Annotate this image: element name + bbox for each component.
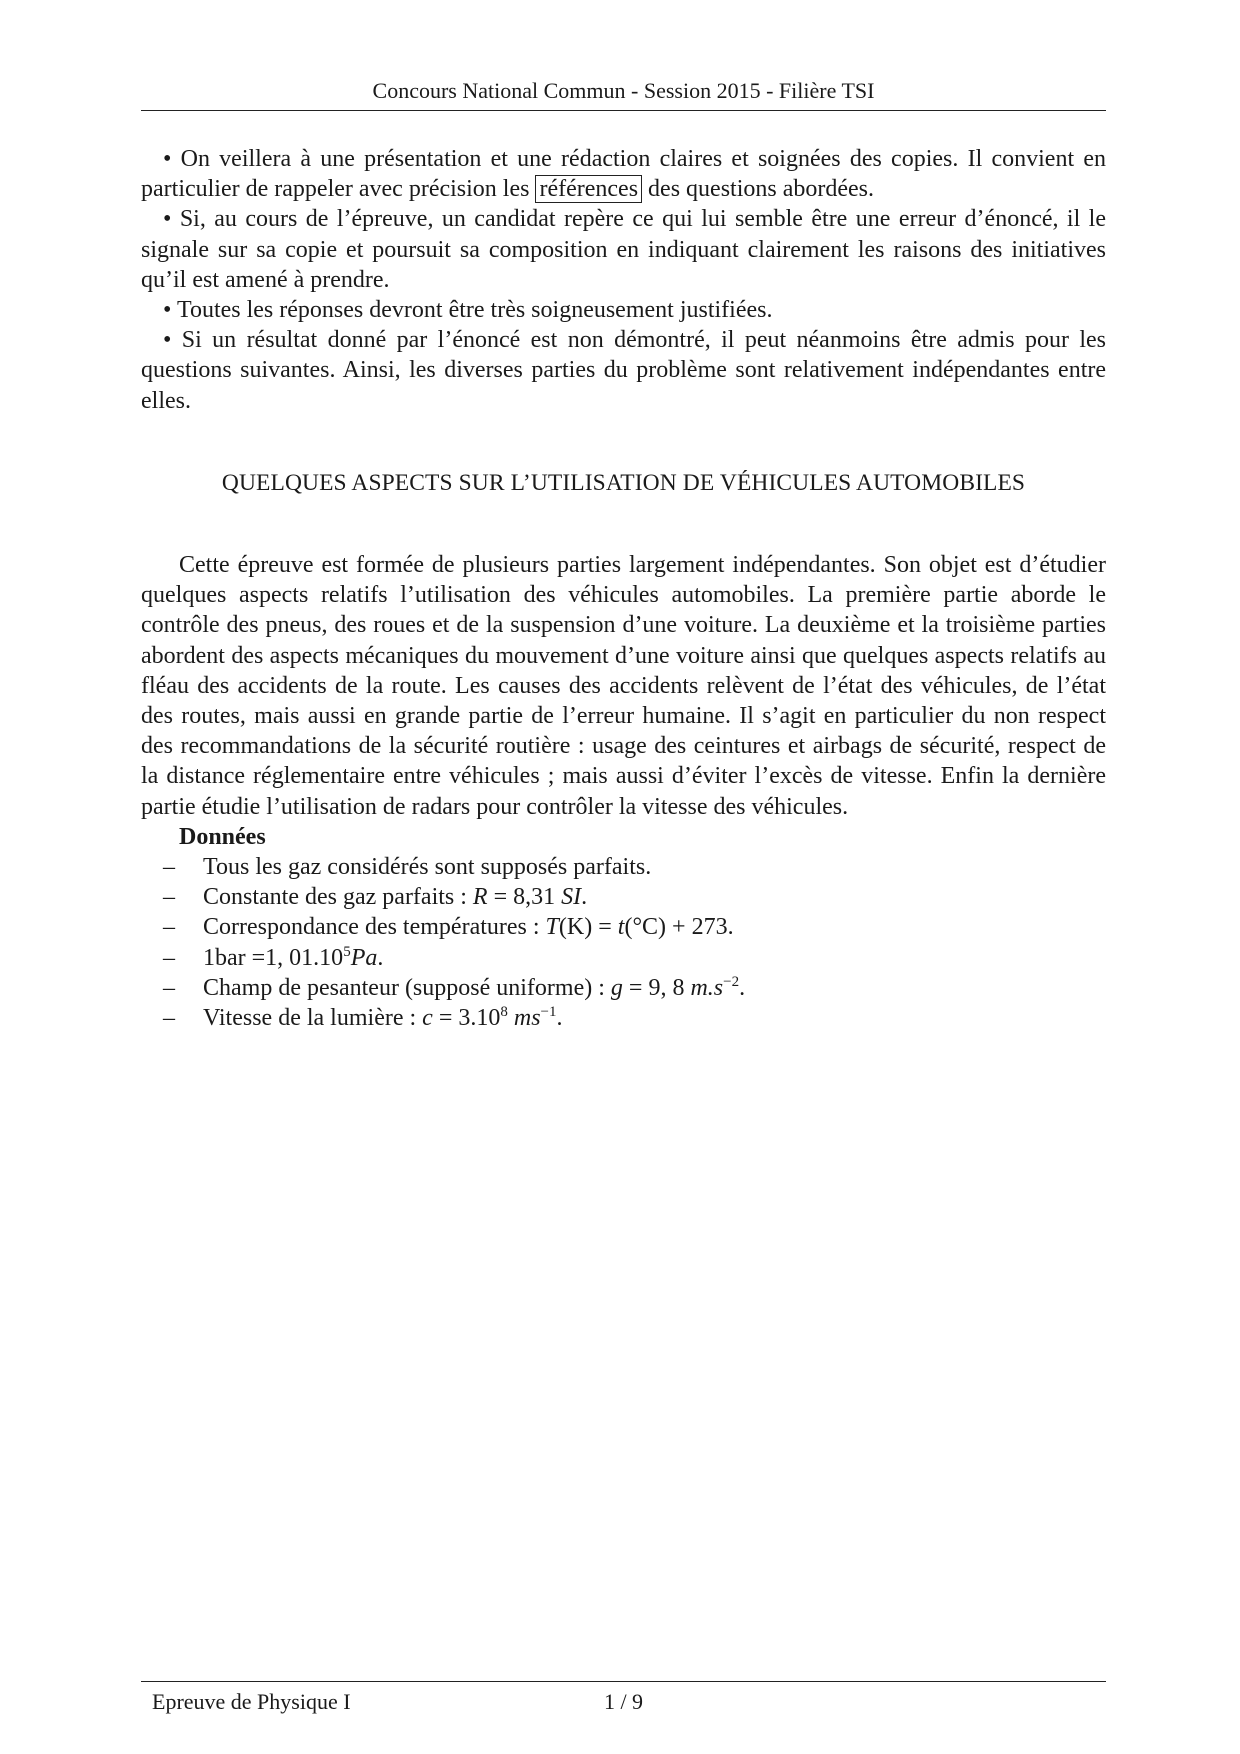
list-item: – Vitesse de la lumière : $c = 3.10^8$ $ms^{-1}$. bbox=[163, 1004, 563, 1032]
instruction-bullet-1: • On veillera à une présentation et une rédaction claires et soignées des copies. Il convient en particulier de rappeler avec précision les références des questions abordées. bbox=[141, 146, 1106, 203]
instruction-bullet-3: • Toutes les réponses devront être très soigneusement justifiées. bbox=[163, 297, 773, 324]
instruction-bullet-2: • Si, au cours de l’épreuve, un candidat repère ce qui lui semble être une erreur d’énoncé, il le signale sur sa copie et poursuit sa composition en indiquant clairement les raisons des initiatives qu’il est amené à prendre. bbox=[141, 206, 1106, 293]
section-title: QUELQUES ASPECTS SUR L’UTILISATION DE VÉHICULES AUTOMOBILES bbox=[221, 469, 1026, 496]
header-rule bbox=[141, 110, 1106, 111]
page-footer bbox=[141, 1686, 1106, 1718]
footer-label: Epreuve de Physique I bbox=[152, 1689, 351, 1714]
instruction-bullet-4: • Si un résultat donné par l’énoncé est non démontré, il peut néanmoins être admis pour les questions suivantes. Ainsi, les diverses parties du problème sont relativement indépendantes entre elles. bbox=[141, 327, 1106, 414]
list-item: – Tous les gaz considérés sont supposés parfaits. bbox=[163, 854, 652, 881]
donnees-heading: Données bbox=[179, 823, 266, 850]
list-item: – Constante des gaz parfaits : R = 8,31 SI. bbox=[163, 884, 588, 911]
list-item: – Correspondance des températures : T(K) = t(°C) + 273. bbox=[163, 914, 734, 941]
intro-paragraph: Cette épreuve est formée de plusieurs parties largement indépendantes. Son objet est d’étudier quelques aspects relatifs l’utilisation des véhicules automobiles. La première partie aborde le contrôle des pneus, des roues et de la suspension d’une voiture. La deuxième et la troisième parties abordent des aspects mécaniques du mouvement d’une voiture ainsi que quelques aspects relatifs au fléau des accidents de la route. Les causes des accidents relèvent de l’état des véhicules, de l’état des routes, mais aussi en grande partie de l’erreur humaine. Il s’agit en particulier du non respect des recommandations de la sécurité routière : usage des ceintures et airbags de sécurité, respect de la distance réglementaire entre véhicules ; mais aussi d’éviter l’excès de vitesse. Enfin la dernière partie étudie l’utilisation de radars pour contrôler la vitesse des véhicules. bbox=[141, 552, 1106, 820]
footer-rule bbox=[141, 1681, 1106, 1682]
boxed-term: références bbox=[535, 175, 642, 203]
donnees-list bbox=[141, 852, 1106, 1033]
page-header: Concours National Commun - Session 2015 - Filière TSI bbox=[372, 78, 875, 103]
page-body bbox=[141, 144, 1106, 1033]
list-item: – 1bar =1, 01.10$^5$Pa. bbox=[163, 943, 384, 971]
list-item: – Champ de pesanteur (supposé uniforme) : g = 9, 8 $m.s^{-2}$. bbox=[163, 973, 746, 1001]
page-number: 1 / 9 bbox=[603, 1689, 644, 1714]
